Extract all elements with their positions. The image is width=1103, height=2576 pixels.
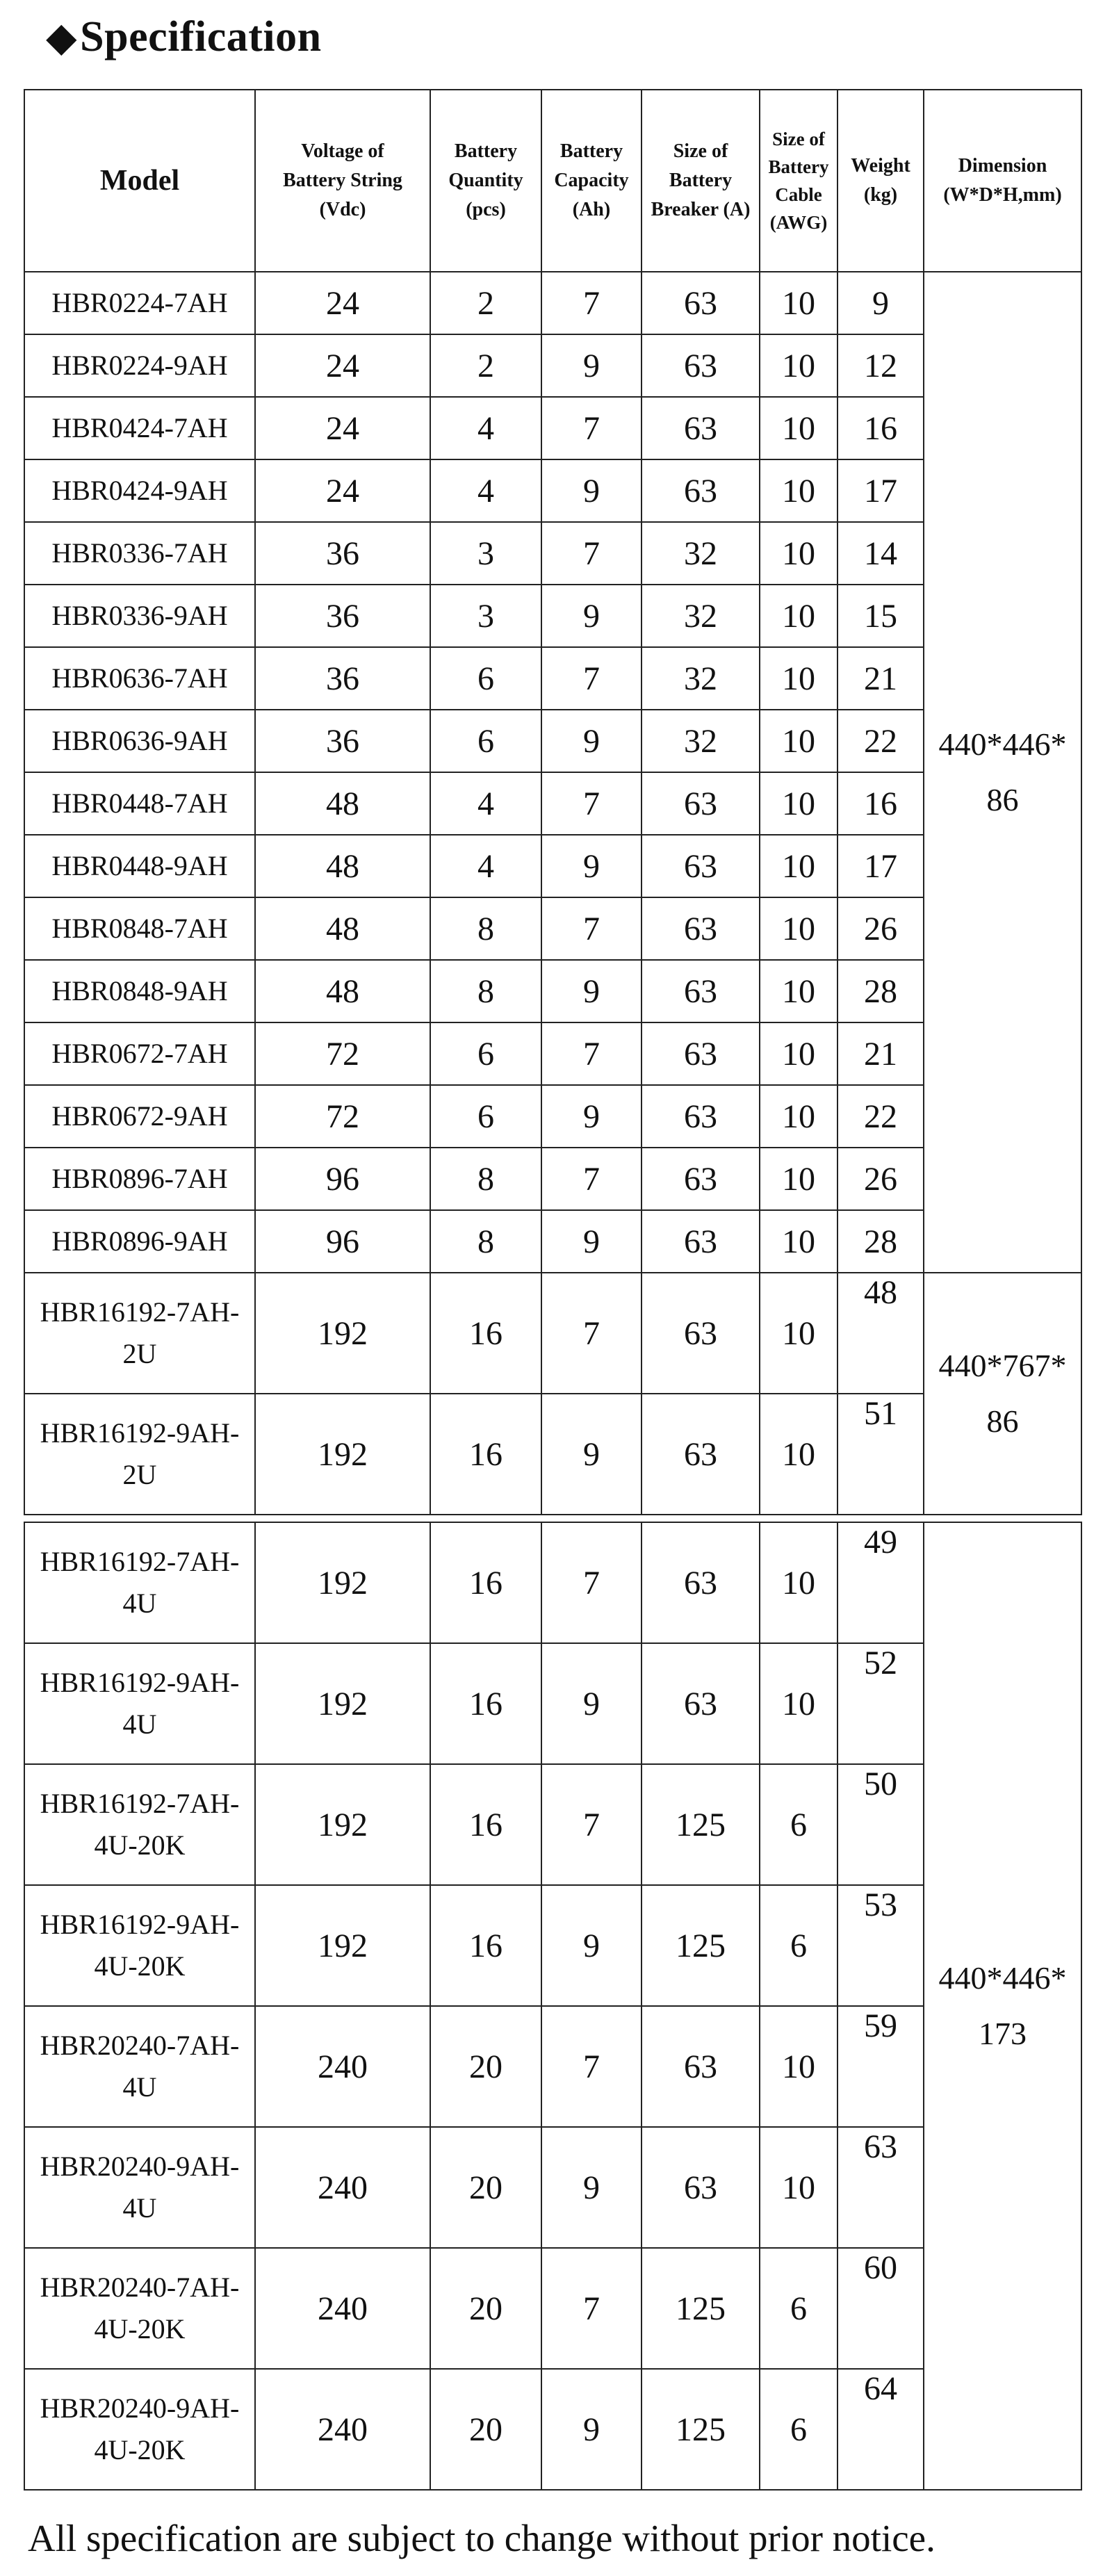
- cell-quantity: 8: [430, 897, 541, 960]
- cell-weight: 52: [838, 1643, 924, 1764]
- cell-quantity: 16: [430, 1522, 541, 1643]
- cell-voltage: 24: [255, 397, 430, 459]
- cell-voltage: 72: [255, 1022, 430, 1085]
- cell-cable: 10: [760, 1394, 838, 1515]
- cell-weight: 22: [838, 1085, 924, 1148]
- header-quantity: Battery Quantity (pcs): [430, 90, 541, 272]
- cell-weight: 14: [838, 522, 924, 585]
- disclaimer-note: All specification are subject to change without prior notice.: [28, 2517, 935, 2559]
- cell-quantity: 20: [430, 2248, 541, 2369]
- cell-capacity: 7: [541, 397, 642, 459]
- cell-breaker: 63: [642, 459, 760, 522]
- cell-voltage: 48: [255, 897, 430, 960]
- cell-capacity: 9: [541, 1210, 642, 1273]
- table-row: [24, 2248, 1081, 2369]
- cell-capacity: 9: [541, 1394, 642, 1515]
- cell-capacity: 9: [541, 710, 642, 772]
- table-row: [24, 334, 1081, 397]
- cell-capacity: 7: [541, 1022, 642, 1085]
- spec-table-bottom: [24, 1522, 1082, 2491]
- cell-weight: 17: [838, 459, 924, 522]
- cell-weight: 51: [838, 1394, 924, 1515]
- cell-capacity: 7: [541, 772, 642, 835]
- cell-capacity: 9: [541, 1885, 642, 2006]
- cell-dimension: 440*767* 86: [924, 1273, 1081, 1515]
- cell-model: HBR0636-9AH: [24, 710, 255, 772]
- cell-voltage: 192: [255, 1764, 430, 1885]
- table-row: [24, 2006, 1081, 2127]
- spec-table-top: [24, 89, 1082, 1515]
- table-row: [24, 2127, 1081, 2248]
- cell-quantity: 20: [430, 2127, 541, 2248]
- cell-model: HBR20240-7AH- 4U: [24, 2006, 255, 2127]
- cell-breaker: 63: [642, 1394, 760, 1515]
- cell-breaker: 63: [642, 1522, 760, 1643]
- cell-quantity: 6: [430, 710, 541, 772]
- cell-cable: 10: [760, 1522, 838, 1643]
- cell-cable: 10: [760, 397, 838, 459]
- table-row: [24, 2369, 1081, 2490]
- cell-capacity: 7: [541, 522, 642, 585]
- cell-cable: 10: [760, 585, 838, 647]
- cell-breaker: 63: [642, 2127, 760, 2248]
- cell-voltage: 240: [255, 2127, 430, 2248]
- diamond-bullet-icon: ◆: [46, 15, 78, 60]
- cell-cable: 10: [760, 710, 838, 772]
- cell-breaker: 63: [642, 1643, 760, 1764]
- cell-voltage: 192: [255, 1273, 430, 1394]
- cell-quantity: 8: [430, 960, 541, 1022]
- cell-cable: 10: [760, 272, 838, 334]
- cell-capacity: 9: [541, 835, 642, 897]
- cell-breaker: 63: [642, 1273, 760, 1394]
- cell-capacity: 7: [541, 1764, 642, 1885]
- table-row: [24, 647, 1081, 710]
- cell-voltage: 240: [255, 2006, 430, 2127]
- cell-model: HBR20240-9AH- 4U-20K: [24, 2369, 255, 2490]
- cell-model: HBR0672-7AH: [24, 1022, 255, 1085]
- cell-voltage: 24: [255, 272, 430, 334]
- cell-dimension: 440*446* 173: [924, 1522, 1081, 2490]
- cell-weight: 22: [838, 710, 924, 772]
- cell-weight: 17: [838, 835, 924, 897]
- cell-weight: 12: [838, 334, 924, 397]
- table-row: [24, 897, 1081, 960]
- cell-capacity: 9: [541, 2127, 642, 2248]
- table-row: [24, 710, 1081, 772]
- cell-model: HBR16192-9AH- 2U: [24, 1394, 255, 1515]
- cell-breaker: 125: [642, 1764, 760, 1885]
- header-breaker: Size of Battery Breaker (A): [642, 90, 760, 272]
- cell-breaker: 63: [642, 272, 760, 334]
- cell-capacity: 9: [541, 1643, 642, 1764]
- cell-quantity: 16: [430, 1643, 541, 1764]
- table-row: [24, 835, 1081, 897]
- cell-cable: 6: [760, 1885, 838, 2006]
- header-row: [24, 90, 1081, 272]
- cell-quantity: 6: [430, 647, 541, 710]
- cell-capacity: 7: [541, 1148, 642, 1210]
- cell-weight: 21: [838, 1022, 924, 1085]
- cell-model: HBR0896-9AH: [24, 1210, 255, 1273]
- cell-model: HBR0224-9AH: [24, 334, 255, 397]
- cell-model: HBR0424-9AH: [24, 459, 255, 522]
- cell-voltage: 96: [255, 1148, 430, 1210]
- cell-quantity: 16: [430, 1273, 541, 1394]
- header-cable: Size of Battery Cable (AWG): [760, 90, 838, 272]
- cell-breaker: 63: [642, 334, 760, 397]
- cell-breaker: 63: [642, 397, 760, 459]
- cell-model: HBR0224-7AH: [24, 272, 255, 334]
- cell-voltage: 192: [255, 1522, 430, 1643]
- cell-cable: 10: [760, 522, 838, 585]
- cell-breaker: 63: [642, 1022, 760, 1085]
- cell-cable: 10: [760, 1148, 838, 1210]
- cell-model: HBR20240-7AH- 4U-20K: [24, 2248, 255, 2369]
- cell-model: HBR0448-7AH: [24, 772, 255, 835]
- cell-model: HBR0424-7AH: [24, 397, 255, 459]
- cell-model: HBR0848-7AH: [24, 897, 255, 960]
- cell-quantity: 16: [430, 1394, 541, 1515]
- cell-breaker: 63: [642, 960, 760, 1022]
- cell-weight: 48: [838, 1273, 924, 1394]
- cell-cable: 10: [760, 334, 838, 397]
- cell-cable: 10: [760, 2127, 838, 2248]
- cell-model: HBR16192-9AH- 4U-20K: [24, 1885, 255, 2006]
- cell-cable: 10: [760, 459, 838, 522]
- cell-voltage: 192: [255, 1394, 430, 1515]
- cell-weight: 59: [838, 2006, 924, 2127]
- cell-quantity: 4: [430, 459, 541, 522]
- cell-model: HBR16192-9AH- 4U: [24, 1643, 255, 1764]
- cell-voltage: 36: [255, 710, 430, 772]
- cell-cable: 10: [760, 960, 838, 1022]
- cell-model: HBR0336-9AH: [24, 585, 255, 647]
- cell-cable: 6: [760, 2369, 838, 2490]
- table-row: [24, 1764, 1081, 1885]
- table-row: [24, 772, 1081, 835]
- cell-weight: 9: [838, 272, 924, 334]
- cell-capacity: 7: [541, 647, 642, 710]
- cell-weight: 26: [838, 1148, 924, 1210]
- cell-weight: 16: [838, 772, 924, 835]
- cell-breaker: 63: [642, 1210, 760, 1273]
- table-row: [24, 1394, 1081, 1515]
- cell-weight: 64: [838, 2369, 924, 2490]
- cell-capacity: 9: [541, 1085, 642, 1148]
- cell-quantity: 3: [430, 585, 541, 647]
- cell-voltage: 24: [255, 459, 430, 522]
- cell-breaker: 125: [642, 2248, 760, 2369]
- table-row: [24, 459, 1081, 522]
- table-row: [24, 1885, 1081, 2006]
- cell-cable: 6: [760, 2248, 838, 2369]
- cell-model: HBR0896-7AH: [24, 1148, 255, 1210]
- cell-voltage: 192: [255, 1643, 430, 1764]
- cell-cable: 10: [760, 1643, 838, 1764]
- cell-model: HBR16192-7AH- 2U: [24, 1273, 255, 1394]
- cell-cable: 10: [760, 1022, 838, 1085]
- header-weight: Weight (kg): [838, 90, 924, 272]
- cell-capacity: 7: [541, 1522, 642, 1643]
- cell-capacity: 7: [541, 2248, 642, 2369]
- cell-model: HBR0336-7AH: [24, 522, 255, 585]
- cell-quantity: 6: [430, 1022, 541, 1085]
- cell-voltage: 96: [255, 1210, 430, 1273]
- cell-weight: 49: [838, 1522, 924, 1643]
- cell-quantity: 4: [430, 772, 541, 835]
- cell-weight: 21: [838, 647, 924, 710]
- cell-cable: 6: [760, 1764, 838, 1885]
- cell-breaker: 32: [642, 710, 760, 772]
- cell-quantity: 2: [430, 272, 541, 334]
- table-row: [24, 1273, 1081, 1394]
- cell-capacity: 7: [541, 1273, 642, 1394]
- cell-model: HBR0848-9AH: [24, 960, 255, 1022]
- cell-model: HBR0636-7AH: [24, 647, 255, 710]
- cell-capacity: 7: [541, 272, 642, 334]
- cell-dimension: 440*446* 86: [924, 272, 1081, 1273]
- table-row: [24, 1643, 1081, 1764]
- cell-model: HBR16192-7AH- 4U: [24, 1522, 255, 1643]
- cell-cable: 10: [760, 1085, 838, 1148]
- cell-quantity: 8: [430, 1210, 541, 1273]
- cell-capacity: 9: [541, 960, 642, 1022]
- cell-voltage: 192: [255, 1885, 430, 2006]
- cell-voltage: 240: [255, 2248, 430, 2369]
- cell-model: HBR0448-9AH: [24, 835, 255, 897]
- cell-breaker: 63: [642, 2006, 760, 2127]
- header-capacity: Battery Capacity (Ah): [541, 90, 642, 272]
- cell-weight: 26: [838, 897, 924, 960]
- cell-breaker: 32: [642, 647, 760, 710]
- cell-weight: 28: [838, 1210, 924, 1273]
- cell-weight: 50: [838, 1764, 924, 1885]
- cell-breaker: 125: [642, 1885, 760, 2006]
- cell-quantity: 4: [430, 397, 541, 459]
- cell-quantity: 6: [430, 1085, 541, 1148]
- cell-voltage: 72: [255, 1085, 430, 1148]
- cell-voltage: 48: [255, 960, 430, 1022]
- cell-capacity: 9: [541, 2369, 642, 2490]
- cell-quantity: 3: [430, 522, 541, 585]
- cell-breaker: 63: [642, 897, 760, 960]
- cell-model: HBR0672-9AH: [24, 1085, 255, 1148]
- table-row: [24, 272, 1081, 334]
- cell-weight: 15: [838, 585, 924, 647]
- cell-capacity: 9: [541, 585, 642, 647]
- cell-weight: 28: [838, 960, 924, 1022]
- cell-breaker: 125: [642, 2369, 760, 2490]
- cell-cable: 10: [760, 1273, 838, 1394]
- cell-cable: 10: [760, 1210, 838, 1273]
- table-row: [24, 1148, 1081, 1210]
- cell-breaker: 32: [642, 522, 760, 585]
- cell-model: HBR20240-9AH- 4U: [24, 2127, 255, 2248]
- cell-cable: 10: [760, 835, 838, 897]
- cell-capacity: 9: [541, 334, 642, 397]
- cell-capacity: 7: [541, 897, 642, 960]
- cell-breaker: 63: [642, 772, 760, 835]
- table-row: [24, 397, 1081, 459]
- table-row: [24, 1085, 1081, 1148]
- table-row: [24, 1022, 1081, 1085]
- cell-quantity: 8: [430, 1148, 541, 1210]
- page-title: Specification: [80, 13, 322, 60]
- header-model: Model: [24, 90, 255, 272]
- header-dimension: Dimension (W*D*H,mm): [924, 90, 1081, 272]
- cell-cable: 10: [760, 647, 838, 710]
- table-row: [24, 960, 1081, 1022]
- cell-quantity: 16: [430, 1885, 541, 2006]
- cell-breaker: 63: [642, 1085, 760, 1148]
- cell-breaker: 32: [642, 585, 760, 647]
- cell-cable: 10: [760, 772, 838, 835]
- table-row: [24, 585, 1081, 647]
- cell-cable: 10: [760, 2006, 838, 2127]
- cell-quantity: 4: [430, 835, 541, 897]
- cell-voltage: 48: [255, 772, 430, 835]
- cell-breaker: 63: [642, 1148, 760, 1210]
- cell-model: HBR16192-7AH- 4U-20K: [24, 1764, 255, 1885]
- table-row: [24, 1522, 1081, 1643]
- header-voltage: Voltage of Battery String (Vdc): [255, 90, 430, 272]
- cell-capacity: 7: [541, 2006, 642, 2127]
- page-heading: [46, 7, 322, 67]
- table-row: [24, 1210, 1081, 1273]
- cell-voltage: 24: [255, 334, 430, 397]
- cell-weight: 60: [838, 2248, 924, 2369]
- cell-breaker: 63: [642, 835, 760, 897]
- cell-voltage: 36: [255, 585, 430, 647]
- cell-voltage: 240: [255, 2369, 430, 2490]
- cell-voltage: 36: [255, 522, 430, 585]
- cell-weight: 53: [838, 1885, 924, 2006]
- cell-weight: 16: [838, 397, 924, 459]
- cell-voltage: 36: [255, 647, 430, 710]
- cell-quantity: 16: [430, 1764, 541, 1885]
- cell-capacity: 9: [541, 459, 642, 522]
- cell-quantity: 20: [430, 2006, 541, 2127]
- cell-voltage: 48: [255, 835, 430, 897]
- cell-weight: 63: [838, 2127, 924, 2248]
- cell-quantity: 20: [430, 2369, 541, 2490]
- table-row: [24, 522, 1081, 585]
- cell-quantity: 2: [430, 334, 541, 397]
- cell-cable: 10: [760, 897, 838, 960]
